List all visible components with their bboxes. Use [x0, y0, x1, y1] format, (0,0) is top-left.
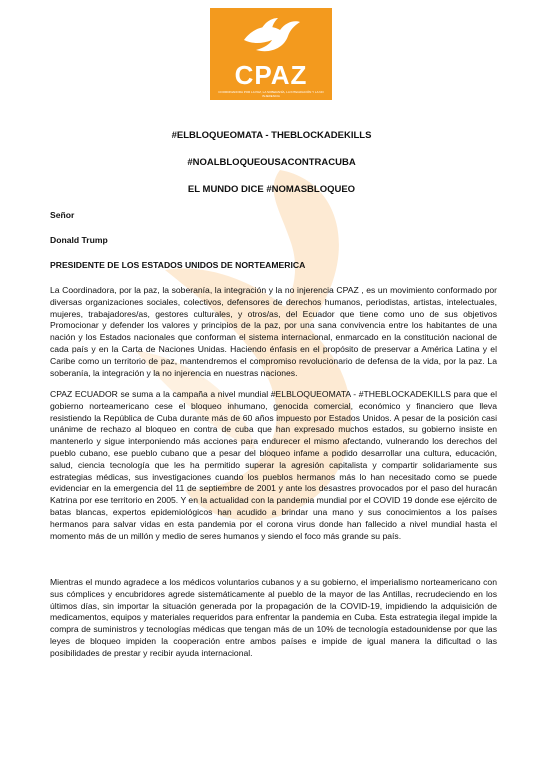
logo-brand-text: CPAZ: [234, 60, 308, 90]
headline-nomasbloqueo: EL MUNDO DICE #NOMASBLOQUEO: [187, 184, 356, 195]
recipient-title: PRESIDENTE DE LOS ESTADOS UNIDOS DE NORTEAMERICA: [50, 260, 306, 270]
logo-tagline: COORDINADORA POR LA PAZ, LA SOBERANÍA, LA INTEGRACIÓN Y LA NO INJERENCIA: [218, 90, 324, 98]
paragraph-covid-blockade: Mientras el mundo agradece a los médicos voluntarios cubanos y a su gobierno, el imperialismo norteamericano con sus cómplices y encubridores agrede sistemáticamente al pueblo de la mayor de las Antillas, recrudeciendo en los últimos días, sin importar la situación generada por la propagación de la COVID-19, impidiendo la adquisición de medicamentos, equipos y materiales requeridos para enfrentar la pandemia en Cuba. Esta estrategia ilegal impide la compra de suministros y tecnologías médicas que tengan más de un 10% de tecnología estadounidense por que las leyes de bloqueo impiden la cooperación entre ambos países e impide de igual manera la dificultad o las posibilidades de prestar y recibir ayuda internacional.: [50, 577, 497, 658]
cpaz-logo: [210, 8, 332, 100]
dove-icon: [240, 16, 302, 58]
headline-noalbloqueo: #NOALBLOQUEOUSACONTRACUBA: [187, 157, 356, 168]
recipient-name: Donald Trump: [50, 235, 108, 245]
paragraph-campaign: CPAZ ECUADOR se suma a la campaña a nivel mundial #ELBLOQUEOMATA - #THEBLOCKADEKILLS para que el gobierno norteamericano cese el bloqueo inhumano, genocida comercial, económico y financiero que lleva resistiendo la República de Cuba durante más de 60 años impuesto por Estados Unidos. A pesar de la posición casi unánime de rechazo al bloqueo en contra de cuba que han expresado muchos estados, su gobierno insiste en mantenerlo y sigue interponiendo más acciones para endurecer el mismo afectando, vulnerando los derechos del pueblo cubano, ese pueblo cubano que a pesar del bloqueo infame a podido desarrollar una cultura, educación, salud, ciencia tecnología que les ha permitido superar la agresión capitalista y compartir solidariamente sus estrategias médicas, sus investigaciones cuando los pueblos hermanos más lo han necesitado como se puede evidenciar en la emergencia del 11 de septiembre de 2001 y ante los desastres provocados por el paso del huracán Katrina por ese territorio en 2005. Y en la actualidad con la pandemia mundial por el COVID 19 donde ese ejército de batas blancas, expertos epidemiológicos han acudido a brindar una mano y sus conocimientos a los países hermanos para salvar vidas en esta pandemia por el corona virus donde han fallecido a nivel mundial hasta el momento más de un millón y medio de seres humanos y siendo el foco más grande su país.: [50, 389, 497, 541]
headline-elbloqueomata: #ELBLOQUEOMATA - THEBLOCKADEKILLS: [171, 130, 372, 141]
salutation: Señor: [50, 210, 75, 220]
paragraph-cpaz-intro: La Coordinadora, por la paz, la soberanía, la integración y la no injerencia CPAZ , es un movimiento conformado por diversas organizaciones sociales, colectivos, defensores de derechos humanos, periodistas, artistas, intelectuales, mujeres, trabajadores/as, gestores culturales, y otros/as, del Ecuador que tiene como uno de sus objetivos Promocionar y defender los valores y principios de la paz, por una sana convivencia entre los habitantes de una nación y los Estados nacionales que conforman el sistema internacional, enmarcado en la constitución nacional de cada país y en la Carta de Naciones Unidas. Haciendo énfasis en el propósito de preservar a América Latina y el Caribe como un territorio de paz, mantendremos el compromiso revolucionario de defensa de la vida, por la paz. La soberanía, la integración y la no injerencia en nuestras naciones.: [50, 285, 497, 378]
